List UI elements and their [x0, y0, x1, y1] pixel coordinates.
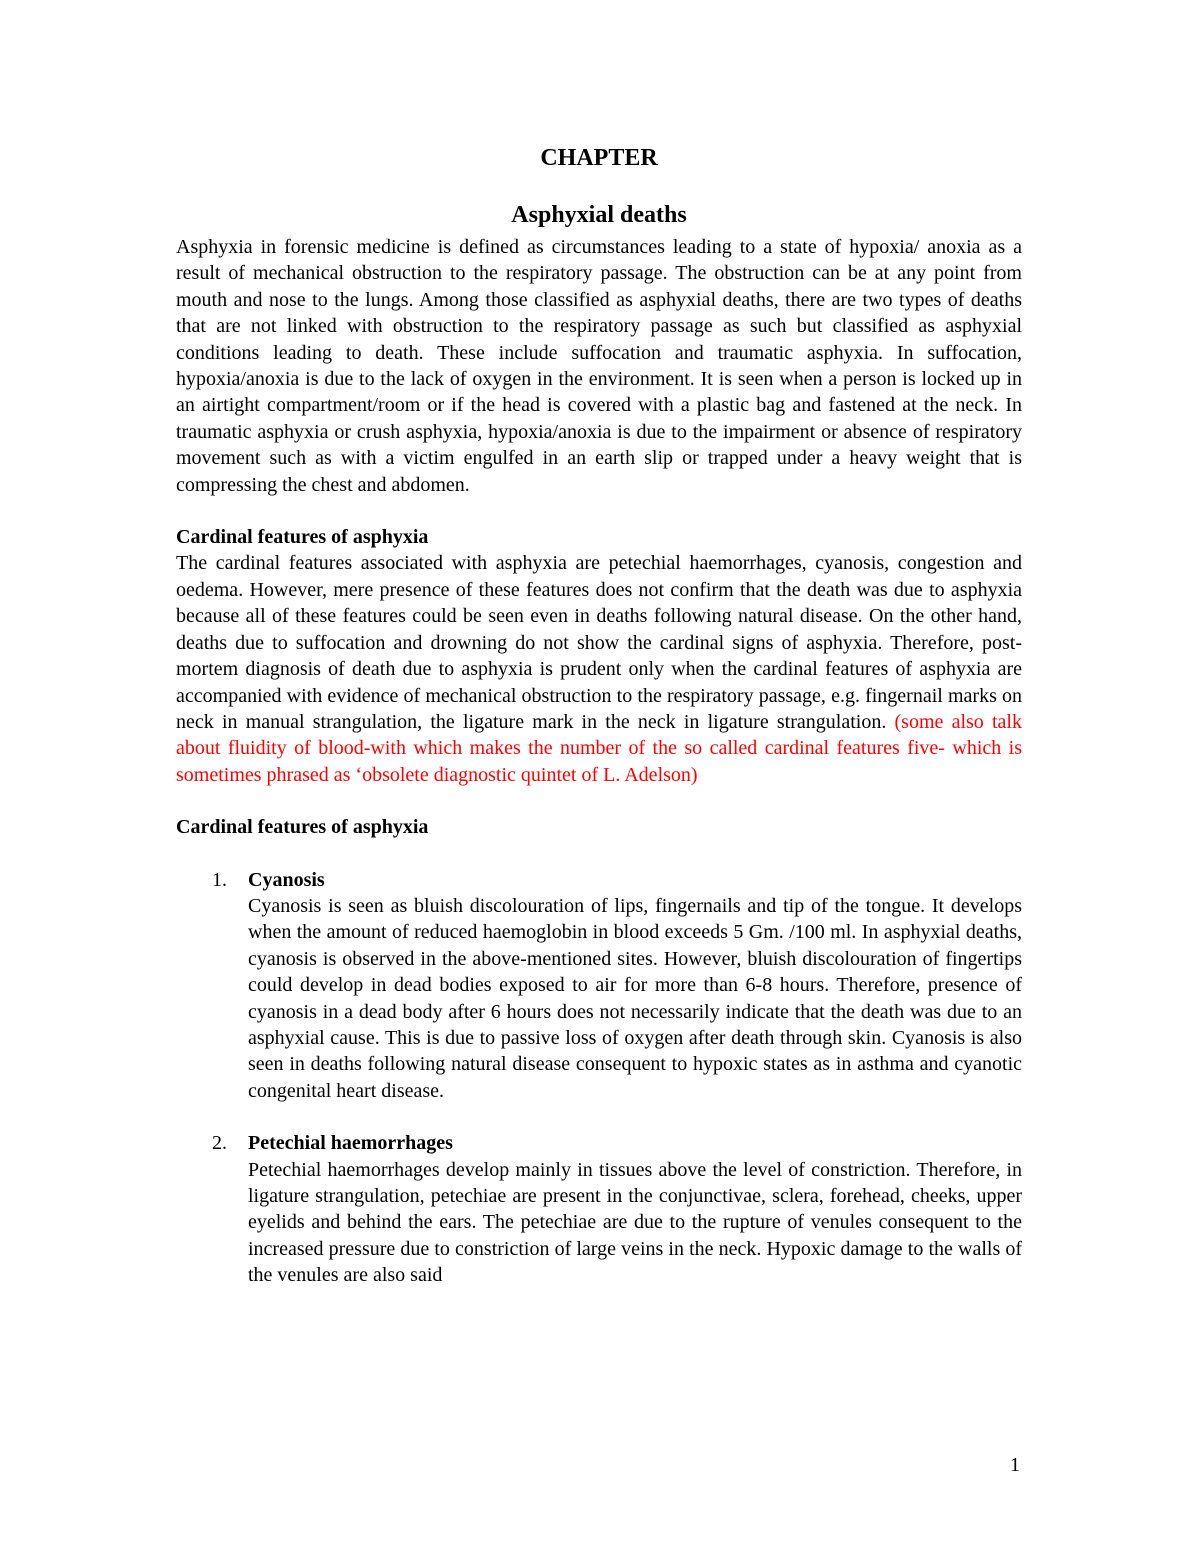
chapter-label: CHAPTER [540, 145, 658, 171]
list-number: 1. [212, 868, 227, 891]
list-item-body: Cyanosis is seen as bluish discolouration of lips, fingernails and tip of the tongue. It develops when the amount of reduced haemoglobin in blood exceeds 5 Gm. /100 ml. In asphyxial deaths, cyanosis is observed in the above-mentioned sites. However, bluish discolouration of fingertips could develop in dead bodies exposed to air for more than 6-8 hours. Therefore, presence of cyanosis in a dead body after 6 hours does not necessarily indicate that the death was due to an asphyxial cause. This is due to passive loss of oxygen after death through skin. Cyanosis is also seen in deaths following natural disease consequent to hypoxic states as in asthma and cyanotic congenital heart disease. [248, 894, 1022, 1102]
list-item-heading: Petechial haemorrhages [248, 1132, 453, 1155]
spacer [176, 788, 1022, 814]
list-item-petechial-haemorrhages [176, 1130, 1022, 1288]
cardinal-features-body: The cardinal features associated with asphyxia are petechial haemorrhages, cyanosis, congestion and oedema. However, mere presence of these features does not confirm that the death was due to asphyxia because all of these features could be seen even in deaths following natural disease. On the other hand, deaths due to suffocation and drowning do not show the cardinal signs of asphyxia. Therefore, post-mortem diagnosis of death due to asphyxia is prudent only when the cardinal features of asphyxia are accompanied with evidence of mechanical obstruction to the respiratory passage, e.g. fingernail marks on neck in manual strangulation, the ligature mark in the neck in ligature strangulation. [176, 552, 1022, 733]
intro-paragraph: Asphyxia in forensic medicine is defined as circumstances leading to a state of hypoxia/ anoxia as a result of mechanical obstruction to the respiratory passage. The obstruction can be at any point from mouth and nose to the lungs. Among those classified as asphyxial deaths, there are two types of deaths that are not linked with obstruction to the respiratory passage as such but classified as asphyxial conditions leading to death. These include suffocation and traumatic asphyxia. In suffocation, hypoxia/anoxia is due to the lack of oxygen in the environment. It is seen when a person is locked up in an airtight compartment/room or if the head is covered with a plastic bag and fastened at the neck. In traumatic asphyxia or crush asphyxia, hypoxia/anoxia is due to the impairment or absence of respiratory movement such as with a victim engulfed in an earth slip or trapped under a heavy weight that is compressing the chest and abdomen. [176, 236, 1022, 496]
page-title: Asphyxial deaths [511, 202, 687, 228]
list-item-body: Petechial haemorrhages develop mainly in tissues above the level of constriction. Therefore, in ligature strangulation, petechiae are present in the conjunctivae, sclera, forehead, cheeks, upper eyelids and behind the ears. The petechiae are due to the rupture of venules consequent to the increased pressure due to constriction of large veins in the neck. Hypoxic damage to the walls of the venules are also said [248, 1158, 1022, 1287]
page-content [176, 140, 1022, 1289]
section-heading-cardinal-features-list: Cardinal features of asphyxia [176, 816, 429, 839]
adelson-note: (some also talk about fluidity of blood-with which makes the number of the so called cardinal features five- which is sometimes phrased as ‘obsolete diagnostic quintet of L. Adelson) [176, 710, 1022, 786]
spacer [176, 1104, 1022, 1130]
section-heading-cardinal-features: Cardinal features of asphyxia [176, 526, 429, 549]
features-list [176, 867, 1022, 1289]
list-item-cyanosis [176, 867, 1022, 1105]
page-number: 1 [1010, 1454, 1020, 1476]
list-item-heading: Cyanosis [248, 868, 325, 891]
cardinal-features-paragraph [176, 550, 1022, 788]
spacer [176, 498, 1022, 524]
list-number: 2. [212, 1132, 227, 1155]
spacer [176, 841, 1022, 867]
